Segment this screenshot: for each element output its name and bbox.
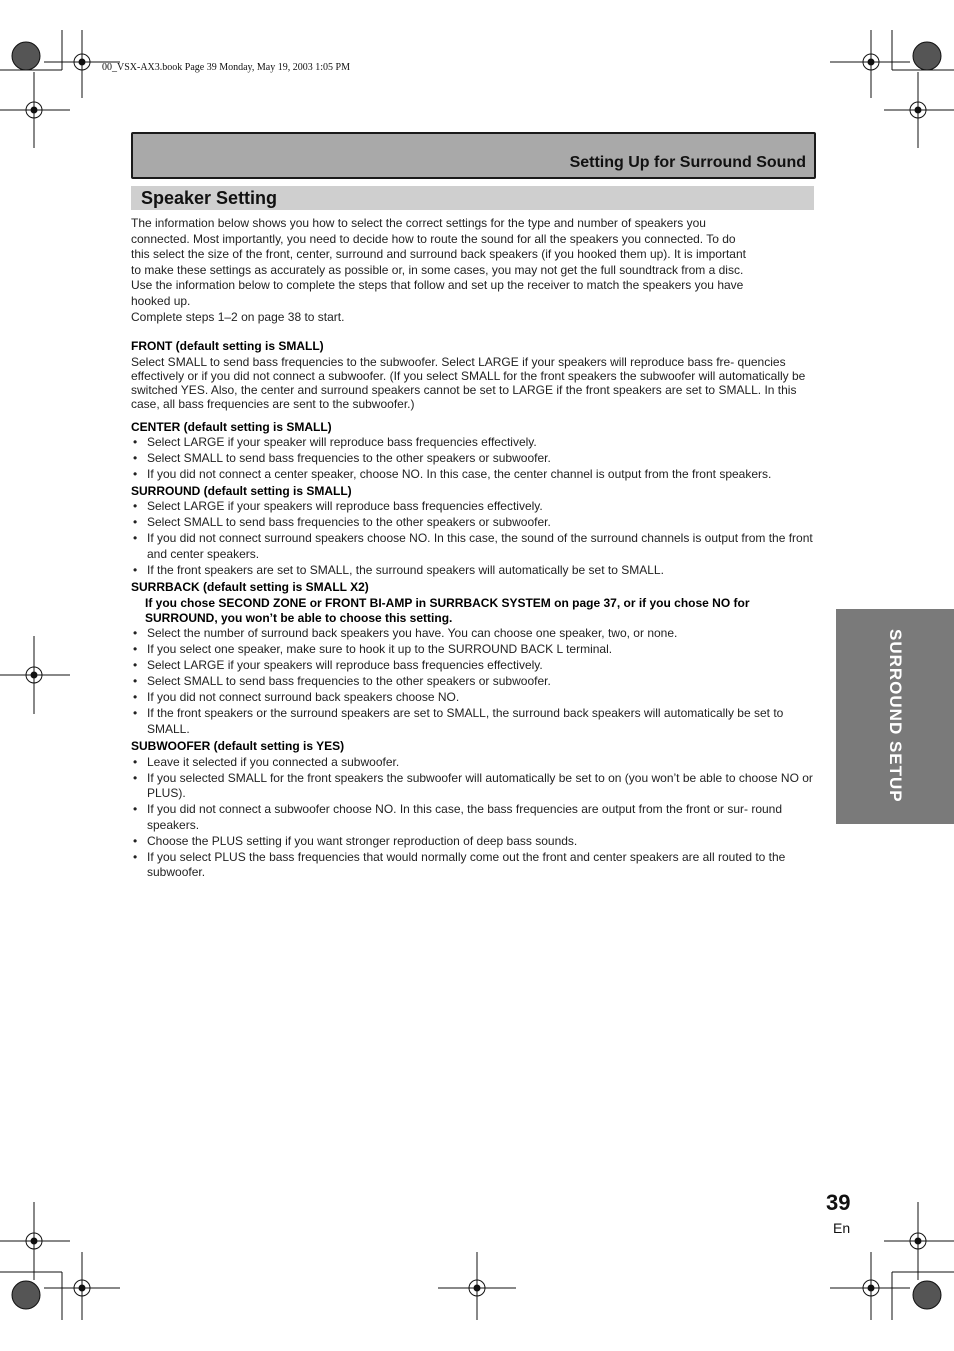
list-item: • If you did not connect a subwoofer choose NO. In this case, the bass frequencies are output from the front or sur- round speakers. [131,802,815,833]
page-language: En [833,1220,851,1236]
list-item: • Select SMALL to send bass frequencies to the other speakers or subwoofer. [131,674,815,690]
center-heading: CENTER (default setting is SMALL) [131,419,332,434]
steps-note: Complete steps 1–2 on page 38 to start. [131,309,345,324]
intro-line: hooked up. [131,293,191,308]
list-item: • Select LARGE if your speakers will reproduce bass frequencies effectively. [131,499,815,515]
surrback-list [131,626,815,737]
intro-line: connected. Most importantly, you need to decide how to route the sound for all the speakers you connected. To do [131,231,736,246]
list-item: • If you did not connect surround back speakers choose NO. [131,690,815,706]
content [131,216,815,881]
subwoofer-list [131,755,815,881]
list-item: • Select the number of surround back speakers you have. You can choose one speaker, two, or none. [131,626,815,642]
center-list [131,435,815,483]
surround-list [131,499,815,578]
intro-line: Use the information below to complete the steps that follow and set up the receiver to match the speakers you have [131,278,744,293]
list-item: • Choose the PLUS setting if you want stronger reproduction of deep bass sounds. [131,834,815,850]
list-item: • If you select PLUS the bass frequencies that would normally come out the front and center speakers are all routed to the subwoofer. [131,850,815,881]
list-item: • If the front speakers or the surround speakers are set to SMALL, the surround back speakers will automatically be set to SMALL. [131,706,815,737]
side-chapter-tab [836,609,954,824]
surround-heading: SURROUND (default setting is SMALL) [131,483,352,498]
surrback-heading: SURRBACK (default setting is SMALL X2) [131,580,369,595]
subwoofer-heading: SUBWOOFER (default setting is YES) [131,739,345,754]
section-title: Speaker Setting [141,188,278,208]
intro-line: this select the size of the front, center, surround and surround back speakers (if you hooked them up). It is important [131,247,746,262]
list-item: • Select LARGE if your speakers will reproduce bass frequencies effectively. [131,658,815,674]
front-text: Select SMALL to send bass frequencies to the subwoofer. Select LARGE if your speakers will reproduce bass fre- quencies effectively or if you did not connect a subwoofer. (If you select SMALL for the front speakers the subwoofer will automatically be switched YES. Also, the center and surround speakers cannot be set to LARGE if the front speakers are set to SMALL. In this case, all bass frequencies are sent to the subwoofer.) [131,354,806,412]
section-band [131,186,814,210]
page-number: 39 [826,1190,851,1215]
chapter-band [131,132,816,179]
front-heading: FRONT (default setting is SMALL) [131,339,324,354]
list-item: • Select LARGE if your speaker will reproduce bass frequencies effectively. [131,435,815,451]
list-item: • Leave it selected if you connected a subwoofer. [131,755,815,771]
list-item: • If you selected SMALL for the front speakers the subwoofer will automatically be set to on (you won’t be able to choose NO or PLUS). [131,771,815,802]
list-item: • If you did not connect a center speaker, choose NO. In this case, the center channel is output from the front speakers. [131,467,815,483]
chapter-title: Setting Up for Surround Sound [569,154,806,171]
surrback-notice: If you chose SECOND ZONE or FRONT BI-AMP in SURRBACK SYSTEM on page 37, or if you chose NO for SURROUND, you won’t be able to choose this setting. [145,596,750,626]
side-tab-label: SURROUND SETUP [886,629,905,803]
intro-line: to make these settings as accurately as possible or, in some cases, you may not get the full soundtrack from a disc. [131,262,744,277]
list-item: • Select SMALL to send bass frequencies to the other speakers or subwoofer. [131,451,815,467]
list-item: • If the front speakers are set to SMALL, the surround speakers will automatically be set to SMALL. [131,563,815,579]
spacer [131,325,815,339]
print-header: 00_VSX-AX3.book Page 39 Monday, May 19, 2003 1:05 PM [102,62,350,73]
intro-line: The information below shows you how to select the correct settings for the type and number of speakers you [131,216,706,230]
list-item: • If you select one speaker, make sure to hook it up to the SURROUND BACK L terminal. [131,642,815,658]
list-item: • If you did not connect surround speakers choose NO. In this case, the sound of the surround channels is output from the front and center speakers. [131,531,815,562]
list-item: • Select SMALL to send bass frequencies to the other speakers or subwoofer. [131,515,815,531]
